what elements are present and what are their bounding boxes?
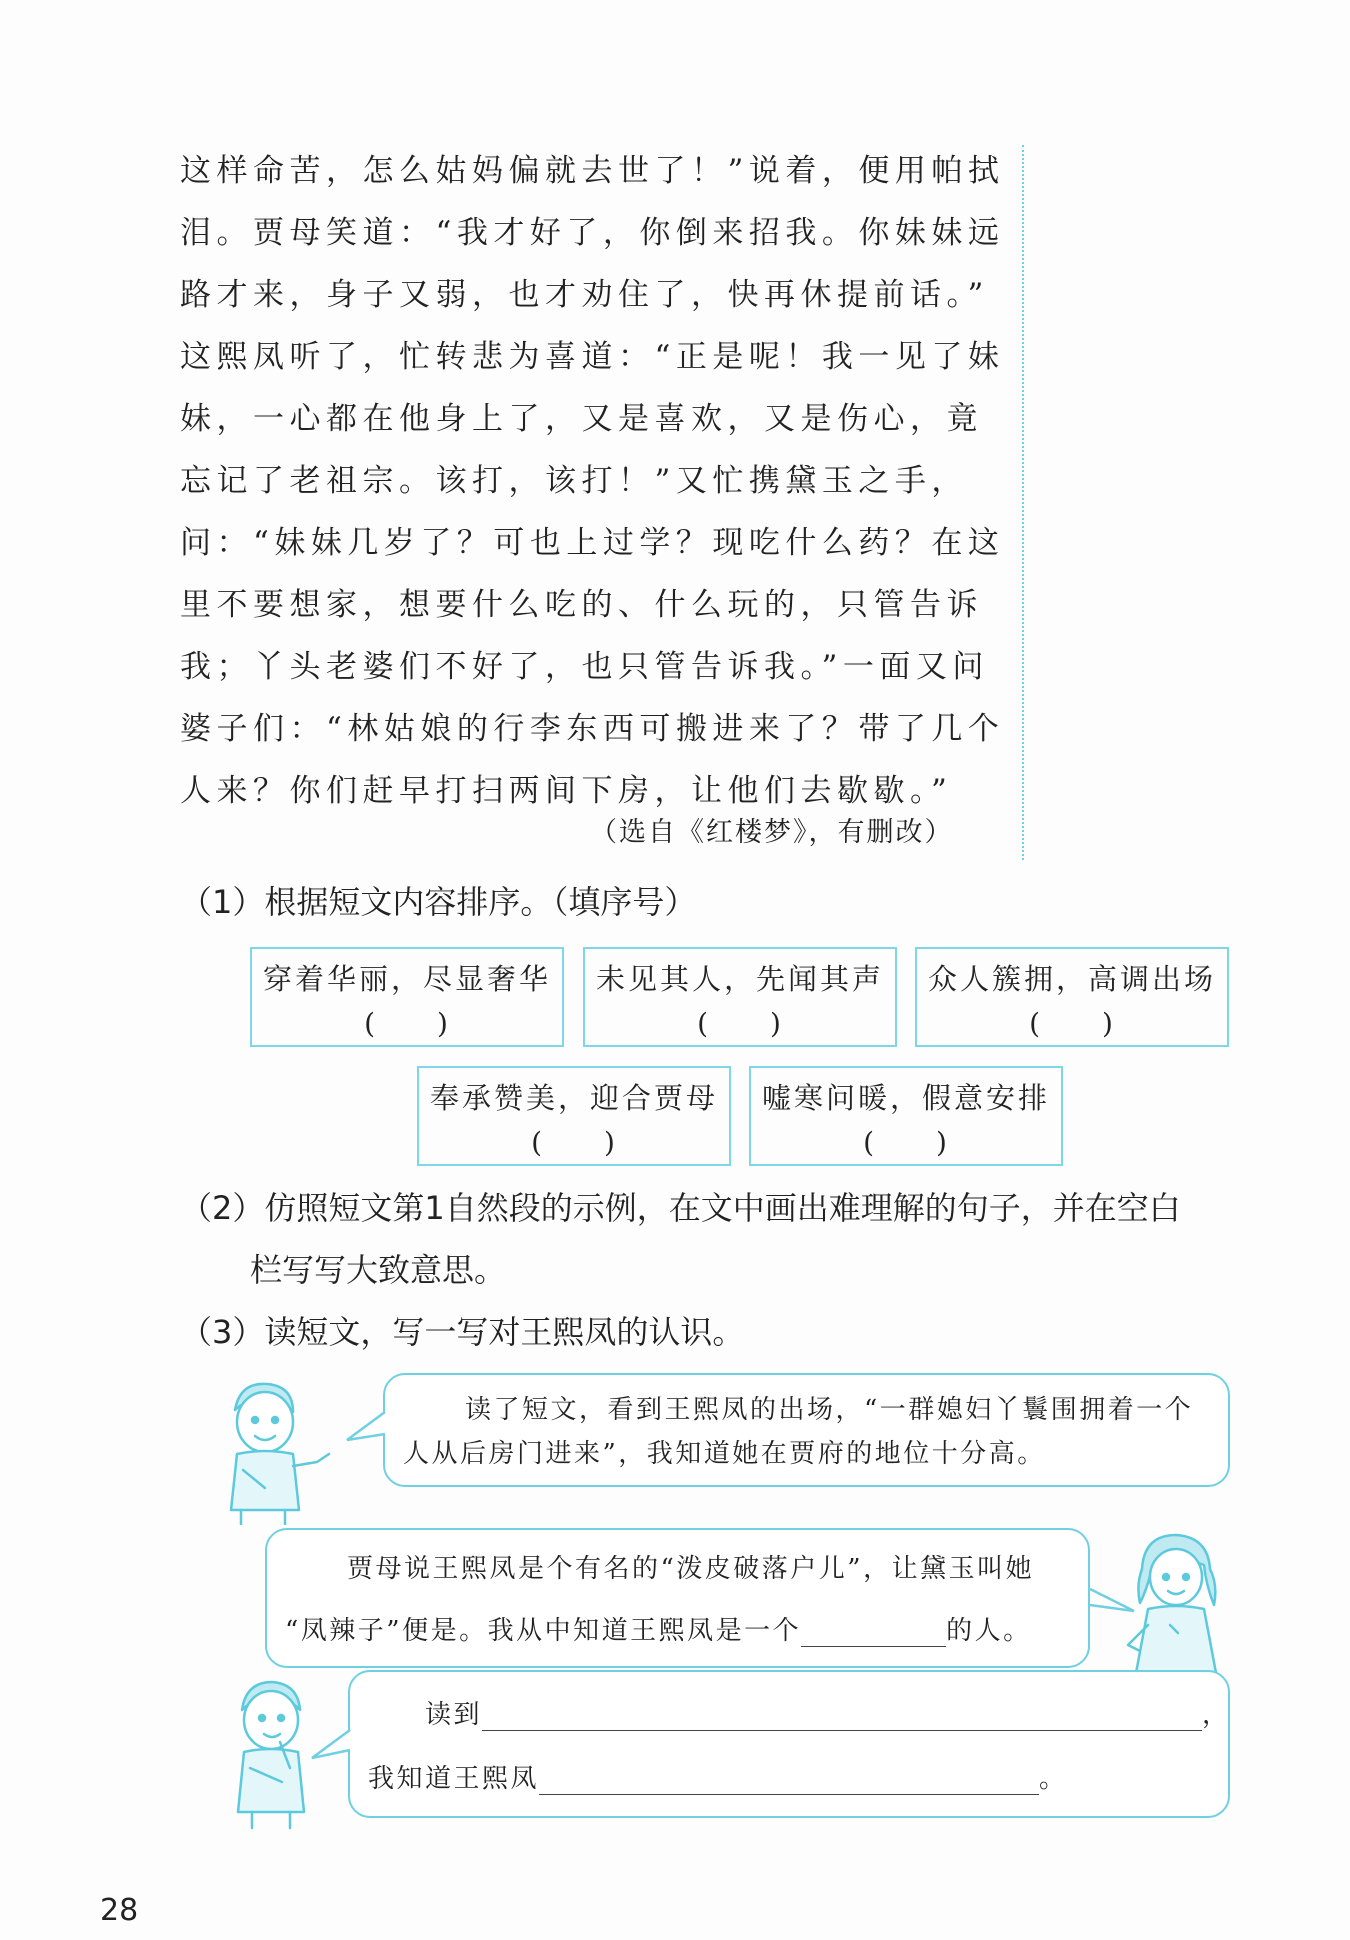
passage-line: 婆子们：“林姑娘的行李东西可搬进来了？带了几个 (180, 711, 1005, 747)
passage-source: （选自《红楼梦》，有删改） (590, 817, 954, 848)
bubble-text: 我知道王熙凤 (368, 1764, 540, 1794)
order-answer-paren[interactable]: ( ) (531, 1126, 617, 1159)
girl-illustration (1118, 1525, 1233, 1680)
question-2-line-1: （2）仿照短文第1自然段的示例，在文中画出难理解的句子，并在空白 (180, 1189, 1181, 1227)
passage-line: 问：“妹妹几岁了？可也上过学？现吃什么药？在这 (180, 525, 1005, 561)
order-answer-paren[interactable]: ( ) (364, 1007, 450, 1040)
passage-line: 妹，一心都在他身上了，又是喜欢，又是伤心，竟 (180, 401, 983, 437)
order-box-text: 穿着华丽，尽显奢华 (262, 962, 551, 996)
annotation-margin-divider (1022, 145, 1024, 860)
order-box-5[interactable] (749, 1066, 1063, 1166)
boy-thinking-illustration (220, 1672, 320, 1832)
order-answer-paren[interactable]: ( ) (697, 1007, 783, 1040)
passage-line: 这熙凤听了，忙转悲为喜道：“正是呢！我一见了妹 (180, 339, 1005, 375)
speech-bubble-answer (348, 1670, 1230, 1818)
passage-text (180, 140, 1005, 822)
page-number: 28 (100, 1893, 139, 1928)
passage-line: 泪。贾母笑道：“我才好了，你倒来招我。你妹妹远 (180, 215, 1005, 251)
speech-bubble-example-1 (383, 1373, 1230, 1487)
order-box-text: 众人簇拥，高调出场 (927, 962, 1216, 996)
passage-line: 这样命苦，怎么姑妈偏就去世了！”说着，便用帕拭 (180, 153, 1005, 189)
bubble-text: “凤辣子”便是。我从中知道王熙凤是一个 (285, 1616, 802, 1646)
boy-pointing-illustration (205, 1370, 335, 1525)
order-box-text: 未见其人，先闻其声 (595, 962, 884, 996)
bubble-fill-line (285, 1610, 1032, 1647)
order-box-2[interactable] (583, 947, 897, 1047)
question-2-line-2: 栏写写大致意思。 (250, 1251, 507, 1289)
bubble-text: 的人。 (946, 1616, 1032, 1646)
order-answer-paren[interactable]: ( ) (863, 1126, 949, 1159)
bubble-text: ， (1202, 1700, 1231, 1730)
bubble-text: 贾母说王熙凤是个有名的“泼皮破落户儿”，让黛玉叫她 (347, 1554, 1035, 1584)
order-box-1[interactable] (250, 947, 564, 1047)
passage-line: 忘记了老祖宗。该打，该打！”又忙携黛玉之手， (180, 463, 968, 499)
bubble-text: 读到 (425, 1700, 483, 1730)
question-1-label: （1）根据短文内容排序。（填序号） (180, 883, 697, 921)
order-box-3[interactable] (915, 947, 1229, 1047)
answer-blank[interactable] (801, 1618, 946, 1647)
question-3-label: （3）读短文，写一写对王熙凤的认识。 (180, 1313, 745, 1351)
bubble-fill-line (368, 1758, 1068, 1795)
bubble-text: 人从后房门进来”，我知道她在贾府的地位十分高。 (403, 1439, 1046, 1469)
answer-blank[interactable] (539, 1766, 1039, 1795)
order-box-text: 嘘寒问暖，假意安排 (761, 1081, 1050, 1115)
bubble-tail (310, 1728, 354, 1768)
bubble-tail (345, 1410, 389, 1450)
order-answer-paren[interactable]: ( ) (1029, 1007, 1115, 1040)
order-box-4[interactable] (417, 1066, 731, 1166)
bubble-text: 。 (1039, 1764, 1068, 1794)
passage-line: 我；丫头老婆们不好了，也只管告诉我。”一面又问 (180, 649, 989, 685)
order-box-text: 奉承赞美，迎合贾母 (429, 1081, 718, 1115)
passage-line: 路才来，身子又弱，也才劝住了，快再休提前话。” (180, 277, 989, 313)
bubble-fill-line (425, 1694, 1231, 1731)
passage-line: 里不要想家，想要什么吃的、什么玩的，只管告诉 (180, 587, 983, 623)
bubble-text: 读了短文，看到王熙凤的出场，“一群媳妇丫鬟围拥着一个 (465, 1395, 1194, 1425)
speech-bubble-example-2 (265, 1528, 1090, 1668)
answer-blank[interactable] (482, 1702, 1202, 1731)
passage-line: 人来？你们赶早打扫两间下房，让他们去歇歇。” (180, 773, 953, 809)
